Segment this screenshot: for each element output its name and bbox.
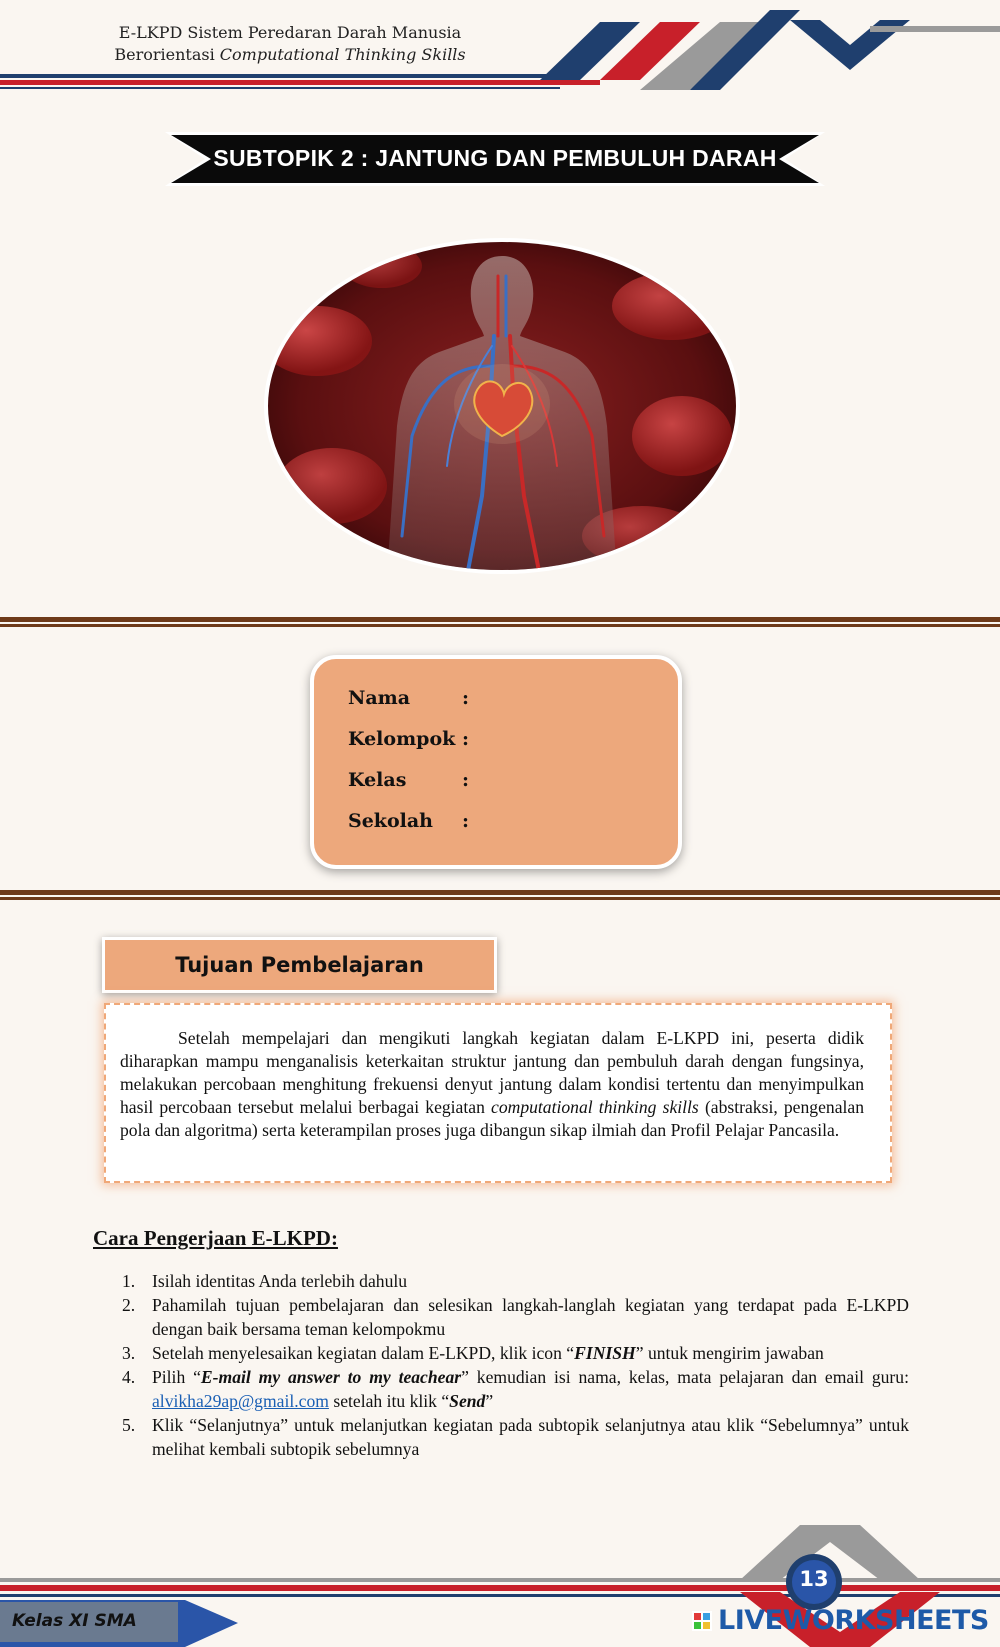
email-link[interactable]: alvikha29ap@gmail.com: [152, 1391, 329, 1411]
identity-label: Sekolah: [348, 810, 433, 832]
cara-title: Cara Pengerjaan E-LKPD:: [93, 1226, 338, 1250]
identity-colon: :: [462, 728, 470, 750]
identity-label: Kelompok: [348, 728, 456, 750]
identity-colon: :: [462, 810, 470, 832]
tujuan-text-box: [104, 1003, 892, 1183]
circulatory-system-illustration: [262, 236, 742, 576]
identity-label: Nama: [348, 687, 411, 709]
list-item: 2. Pahamilah tujuan pembelajaran dan selesikan langkah-langlah kegiatan yang terdapat pada E-LKPD dengan baik bersama teman kelompokmu: [122, 1295, 909, 1339]
subtopic-title: SUBTOPIK 2 : JANTUNG DAN PEMBULUH DARAH: [213, 145, 777, 171]
section-divider-bottom: [0, 890, 1000, 902]
tujuan-text-1: Setelah mempelajari dan mengikuti langkah kegiatan dalam E-LKPD ini, peserta didik diharapkan mampu menganalisis keterkaitan struktur jantung dan pembuluh darah dengan fungsinya, melakukan percobaan menghitung frekuensi denyut jantung dalam kondisi tertentu dan menyimpulkan hasil percobaan tersebut melalui berbagai kegiatan: [120, 1028, 864, 1117]
cara-list: [116, 1269, 909, 1461]
identity-row-nama[interactable]: [348, 687, 470, 709]
kelas-label: Kelas XI SMA: [12, 1611, 137, 1631]
list-item: 4. Pilih “E-mail my answer to my teachear” kemudian isi nama, kelas, mata pelajaran dan email guru: alvikha29ap@gmail.com setelah itu klik “Send”: [122, 1367, 909, 1411]
page-number: 13: [799, 1567, 829, 1591]
header-line-2: Berorientasi Computational Thinking Skills: [114, 45, 466, 64]
identity-row-kelas[interactable]: [348, 769, 470, 791]
identity-box: [310, 655, 682, 869]
identity-colon: :: [462, 769, 470, 791]
tujuan-text-italic: computational thinking skills: [491, 1097, 699, 1117]
identity-row-sekolah[interactable]: [348, 810, 470, 832]
tujuan-heading: Tujuan Pembelajaran: [102, 937, 497, 993]
list-item: 5. Klik “Selanjutnya” untuk melanjutkan kegiatan pada subtopik selanjutnya atau klik “Sebelumnya” untuk melihat kembali subtopik sebelumnya: [122, 1415, 909, 1459]
identity-label: Kelas: [348, 769, 407, 791]
header-line-1: E-LKPD Sistem Peredaran Darah Manusia: [118, 23, 462, 42]
identity-colon: :: [462, 687, 470, 709]
liveworksheets-logo[interactable]: LIVEWORKSHEETS: [718, 1605, 989, 1636]
document-header: [90, 22, 490, 66]
section-divider-top: [0, 617, 1000, 629]
identity-row-kelompok[interactable]: [348, 728, 470, 750]
list-item: 1. Isilah identitas Anda terlebih dahulu: [122, 1271, 408, 1291]
list-item: 3. Setelah menyelesaikan kegiatan dalam E-LKPD, klik icon “FINISH” untuk mengirim jawaban: [122, 1343, 824, 1363]
tujuan-text-2: (abstraksi, pengenalan pola dan algoritma) serta keterampilan proses juga dibangun sikap ilmiah dan Profil Pelajar Pancasila.: [120, 1097, 864, 1140]
